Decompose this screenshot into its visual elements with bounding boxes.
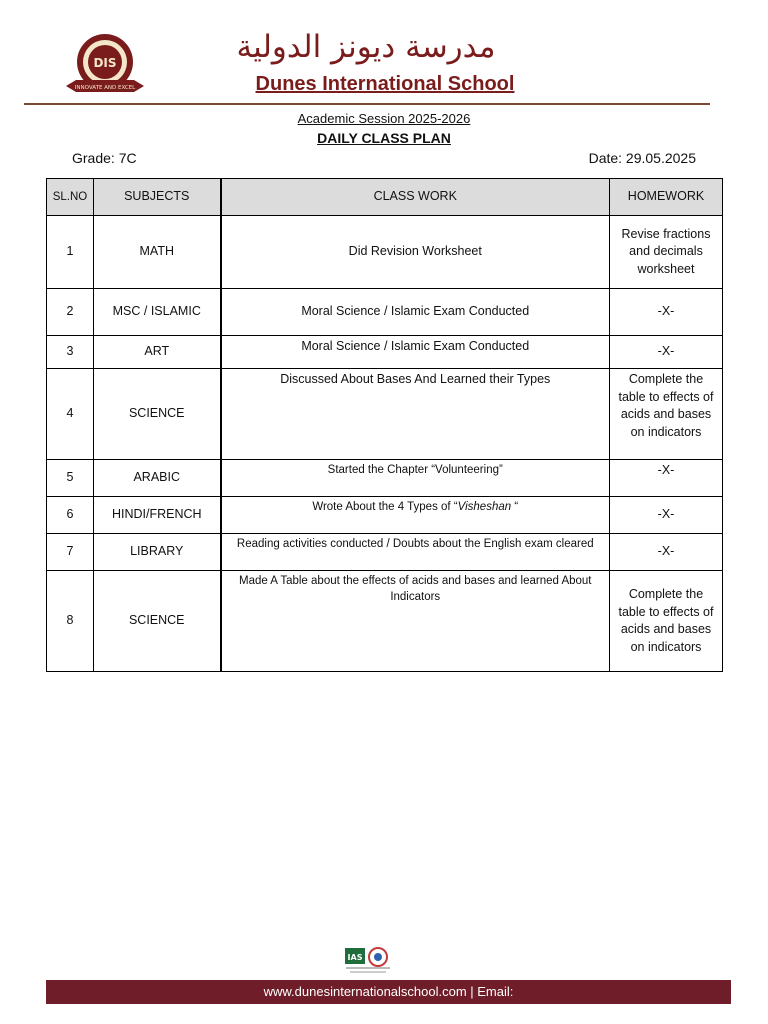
row-subject: ART (94, 336, 221, 369)
row-homework: Complete the table to effects of acids and bases on indicators (610, 571, 723, 672)
row-subject: MSC / ISLAMIC (94, 289, 221, 336)
row-classwork: Made A Table about the effects of acids and bases and learned About Indicators (221, 571, 610, 672)
row-subject: SCIENCE (94, 369, 221, 460)
table-row (47, 571, 723, 672)
row-number: 2 (47, 289, 94, 336)
school-crest-icon (64, 30, 146, 100)
footer-bar: www.dunesinternationalschool.com | Email: (46, 980, 731, 1004)
header-class-work: CLASS WORK (221, 179, 610, 216)
row-classwork: Did Revision Worksheet (221, 216, 610, 289)
header-sl-no: SL.NO (47, 179, 94, 216)
academic-session: Academic Session 2025-2026 (297, 111, 471, 126)
date-label: Date: 29.05.2025 (588, 150, 696, 166)
crest-motto: INNOVATE AND EXCEL (74, 85, 136, 91)
row-subject: LIBRARY (94, 534, 221, 571)
row-homework: -X- (610, 289, 723, 336)
row-classwork: Started the Chapter “Volunteering” (221, 460, 610, 497)
row-subject: SCIENCE (94, 571, 221, 672)
header-homework: HOMEWORK (610, 179, 723, 216)
row-homework: Revise fractions and decimals worksheet (610, 216, 723, 289)
row-number: 1 (47, 216, 94, 289)
row-homework: -X- (610, 336, 723, 369)
classwork-text: Wrote About the 4 Types of “ (312, 501, 458, 513)
class-plan-table (46, 178, 723, 672)
school-name-arabic: مدرسة ديونز الدولية (236, 29, 496, 65)
row-classwork (221, 497, 610, 534)
row-homework: Complete the table to effects of acids and bases on indicators (610, 369, 723, 460)
row-number: 5 (47, 460, 94, 497)
row-number: 6 (47, 497, 94, 534)
row-number: 4 (47, 369, 94, 460)
row-homework: -X- (610, 460, 723, 497)
row-homework: -X- (610, 534, 723, 571)
row-subject: MATH (94, 216, 221, 289)
grade-label: Grade: 7C (72, 150, 137, 166)
row-number: 3 (47, 336, 94, 369)
table-row (47, 336, 723, 369)
table-header-row (47, 179, 723, 216)
table-row (47, 497, 723, 534)
page-title: DAILY CLASS PLAN (317, 130, 451, 146)
table-row (47, 289, 723, 336)
classwork-text-end: “ (511, 501, 519, 513)
table-row (47, 460, 723, 497)
row-subject: HINDI/FRENCH (94, 497, 221, 534)
row-classwork: Discussed About Bases And Learned their Types (221, 369, 610, 460)
ias-certification-icon (342, 946, 394, 976)
header-divider (24, 103, 710, 105)
row-classwork: Reading activities conducted / Doubts about the English exam cleared (221, 534, 610, 571)
ias-logo-text: IAS (347, 953, 363, 962)
row-number: 8 (47, 571, 94, 672)
row-subject: ARABIC (94, 460, 221, 497)
row-classwork: Moral Science / Islamic Exam Conducted (221, 336, 610, 369)
table-row (47, 534, 723, 571)
header-subjects: SUBJECTS (94, 179, 221, 216)
row-classwork: Moral Science / Islamic Exam Conducted (221, 289, 610, 336)
table-row (47, 216, 723, 289)
row-homework: -X- (610, 497, 723, 534)
classwork-italic-term: Visheshan (457, 501, 512, 513)
crest-letters: DIS (93, 56, 117, 70)
table-row (47, 369, 723, 460)
school-name-english: Dunes International School (255, 73, 515, 95)
row-number: 7 (47, 534, 94, 571)
